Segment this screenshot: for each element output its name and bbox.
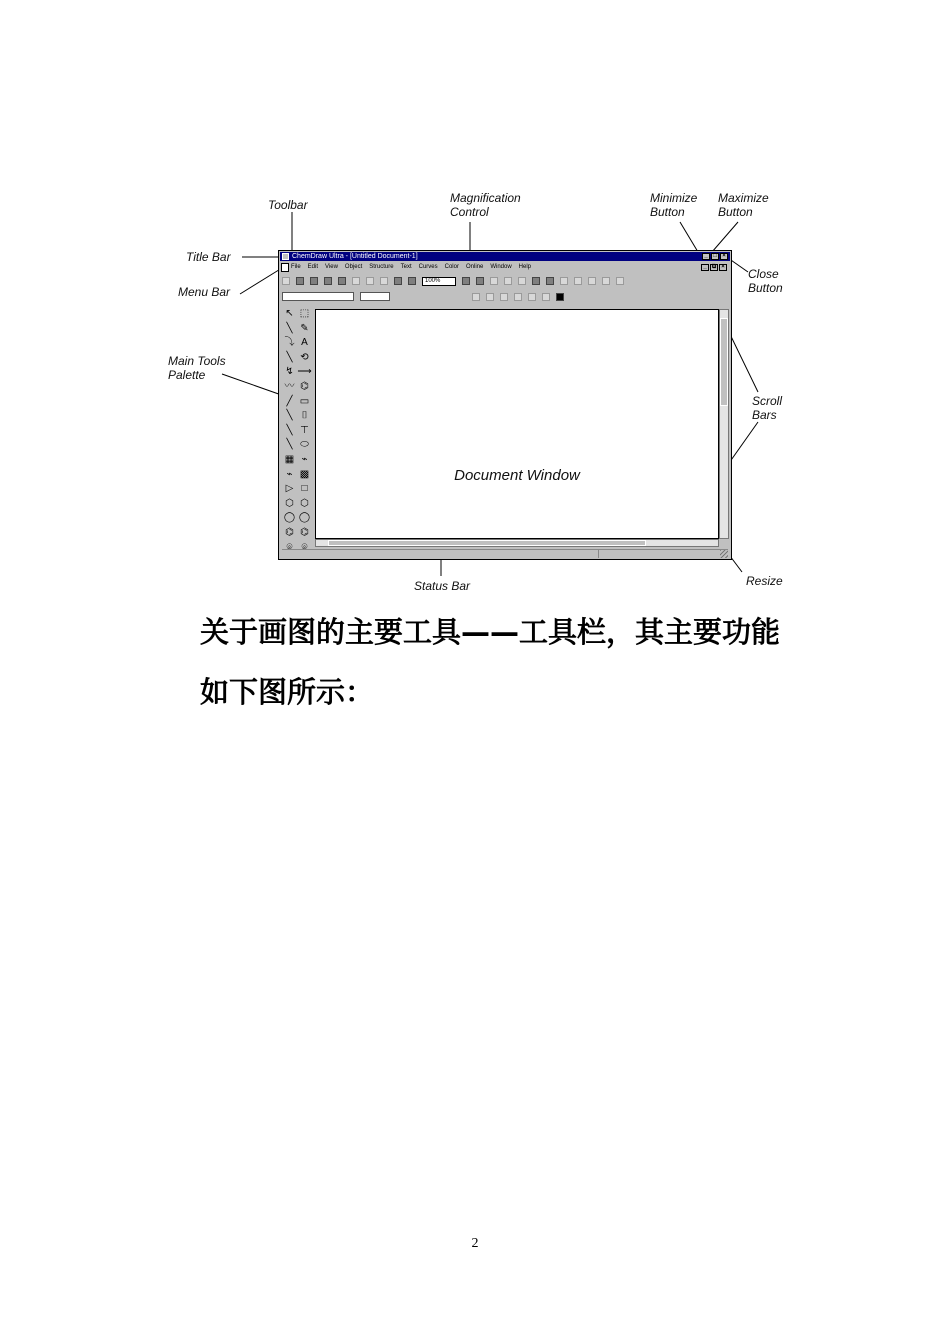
align-bottom-icon[interactable] [616,277,624,285]
palette-tool-icon[interactable]: ⬚ [299,308,310,319]
status-bar [282,549,728,558]
maximize-button[interactable]: □ [711,253,719,260]
menu-item[interactable]: File [291,264,301,270]
callout-maximize-line2: Button [718,205,753,219]
minimize-button[interactable]: _ [702,253,710,260]
caption-line-2: 如下图所示： [200,675,375,709]
callout-magnification-line2: Control [450,205,489,219]
menu-item[interactable]: Color [444,264,459,270]
vertical-scrollbar[interactable] [719,309,729,539]
palette-tool-icon[interactable]: ╲ [286,424,293,436]
align-left-icon[interactable] [560,277,568,285]
page-number: 2 [471,1236,479,1251]
palette-tool-icon[interactable]: ◯ [298,512,311,524]
paste-icon[interactable] [408,277,416,285]
palette-tool-icon[interactable]: ⊤ [300,424,309,436]
palette-tool-icon[interactable]: ⤵ [284,337,295,349]
underline-icon[interactable] [500,293,508,301]
palette-tool-icon[interactable]: ✎ [300,322,309,334]
magnification-control[interactable]: 100% [422,277,456,286]
palette-tool-icon[interactable]: ⟲ [300,351,309,363]
bring-front-icon[interactable] [532,277,540,285]
callout-close-line2: Button [748,281,783,295]
palette-tool-icon[interactable]: ⌁ [301,453,308,465]
callout-maximize-line1: Maximize [718,191,769,205]
callout-status-bar: Status Bar [414,579,471,593]
vertical-scroll-thumb[interactable] [720,318,728,406]
palette-tool-icon[interactable]: ⌷ [301,410,308,422]
close-button[interactable]: × [720,253,728,260]
callout-minimize-line2: Button [650,205,685,219]
palette-tool-icon[interactable]: ⌬ [285,526,294,538]
palette-tool-icon[interactable]: ╲ [286,410,293,422]
palette-tool-icon[interactable]: ╲ [286,439,293,451]
send-back-icon[interactable] [546,277,554,285]
menu-item[interactable]: View [325,264,338,270]
palette-tool-icon[interactable]: A [301,337,308,349]
callout-toolbar: Toolbar [268,198,308,212]
palette-tool-icon[interactable]: ▦ [284,453,295,465]
menu-item[interactable]: Object [344,264,363,270]
horizontal-scroll-thumb[interactable] [328,540,646,546]
palette-tool-icon[interactable]: ⌁ [286,468,293,480]
callout-magnification-line1: Magnification [450,191,521,205]
callout-magnification [450,191,521,219]
callout-scroll-bars-line2: Bars [752,408,777,422]
caption-line-1: 关于画图的主要工具——工具栏，其主要功能 [200,615,781,649]
redo-icon[interactable] [380,277,388,285]
palette-tool-icon[interactable]: ⬡ [300,497,309,509]
font-select[interactable] [282,292,354,301]
open-icon[interactable] [296,277,304,285]
palette-tool-icon[interactable]: ◯ [283,512,296,524]
palette-tool-icon[interactable]: ⌬ [300,526,309,538]
formula-icon[interactable] [542,293,550,301]
callout-minimize [650,191,697,219]
palette-tool-icon[interactable]: ↖ [285,308,294,319]
palette-tool-icon[interactable]: ↯ [285,366,294,378]
menu-item[interactable]: Online [465,264,484,270]
new-icon[interactable] [282,277,290,285]
caption-buttons [702,253,728,260]
subscript-icon[interactable] [514,293,522,301]
app-window-screenshot [278,250,732,560]
style-toolbar [282,291,728,302]
menu-item[interactable]: Text [400,264,412,270]
save-icon[interactable] [310,277,318,285]
callout-scroll-bars-line1: Scroll [752,394,783,408]
palette-tool-icon[interactable]: ▭ [299,395,310,407]
palette-tool-icon[interactable]: ⌾ [301,541,308,553]
menu-item[interactable]: Curves [418,264,438,270]
menu-item[interactable]: Window [490,264,512,270]
app-icon [282,253,289,260]
zoom-out-icon[interactable] [476,277,484,285]
palette-tool-icon[interactable]: ⌾ [286,541,293,553]
callout-resize: Resize [746,574,783,588]
callout-scroll-bars [752,394,782,422]
callout-maximize [718,191,769,219]
document-window[interactable] [315,309,719,539]
caption-text [200,602,800,722]
palette-tool-icon[interactable]: ⬭ [300,439,309,451]
document-window-label: Document Window [454,467,580,484]
palette-tool-icon[interactable]: ╱ [286,395,293,407]
bold-icon[interactable] [472,293,480,301]
italic-icon[interactable] [486,293,494,301]
doc-minimize-button[interactable]: _ [701,264,709,271]
cut-icon[interactable] [352,277,360,285]
callout-close [748,267,783,295]
menu-item[interactable]: Help [518,264,532,270]
palette-tool-icon[interactable]: ▷ [285,483,294,495]
horizontal-scrollbar[interactable] [315,539,719,547]
palette-tool-icon[interactable]: ▩ [299,468,310,480]
window-title: ChemDraw Ultra - [Untitled Document-1] [292,253,418,260]
menu-item[interactable]: Edit [307,264,319,270]
doc-restore-button[interactable]: ⧉ [711,264,717,270]
palette-tool-icon[interactable]: ⬡ [285,497,294,509]
help-icon[interactable] [338,277,346,285]
resize-grip-icon[interactable] [720,550,728,558]
rotate-icon[interactable] [490,277,498,285]
callout-close-line1: Close [748,267,779,281]
callout-minimize-line1: Minimize [650,191,698,205]
palette-tool-icon[interactable]: ⌬ [300,380,309,392]
size-select[interactable] [360,292,390,301]
document-caption-buttons [701,264,727,271]
title-bar [280,252,730,261]
toolbar [282,275,728,287]
callout-main-tools [168,354,226,382]
align-top-icon[interactable] [602,277,610,285]
palette-tool-icon[interactable]: ⟶ [297,366,312,378]
superscript-icon[interactable] [528,293,536,301]
palette-tool-icon[interactable]: ╲ [286,322,293,334]
palette-tool-icon[interactable]: ╲ [286,351,293,363]
main-tools-palette [282,307,312,553]
callout-menu-bar: Menu Bar [178,285,231,299]
undo-icon[interactable] [366,277,374,285]
callout-title-bar: Title Bar [186,250,231,264]
menu-bar [291,263,691,272]
status-divider [598,550,599,558]
print-icon[interactable] [324,277,332,285]
menu-item[interactable]: Structure [369,264,394,270]
color-icon[interactable] [556,293,564,301]
callout-main-tools-line2: Palette [168,368,206,382]
flip-icon[interactable] [504,277,512,285]
palette-tool-icon[interactable]: □ [301,483,308,495]
zoom-in-icon[interactable] [462,277,470,285]
doc-close-button[interactable]: × [719,264,727,271]
document-icon[interactable] [281,263,289,272]
group-icon[interactable] [518,277,526,285]
callout-main-tools-line1: Main Tools [168,354,226,368]
copy-icon[interactable] [394,277,402,285]
align-right-icon[interactable] [588,277,596,285]
palette-tool-icon[interactable]: 〰 [284,380,295,392]
align-center-icon[interactable] [574,277,582,285]
